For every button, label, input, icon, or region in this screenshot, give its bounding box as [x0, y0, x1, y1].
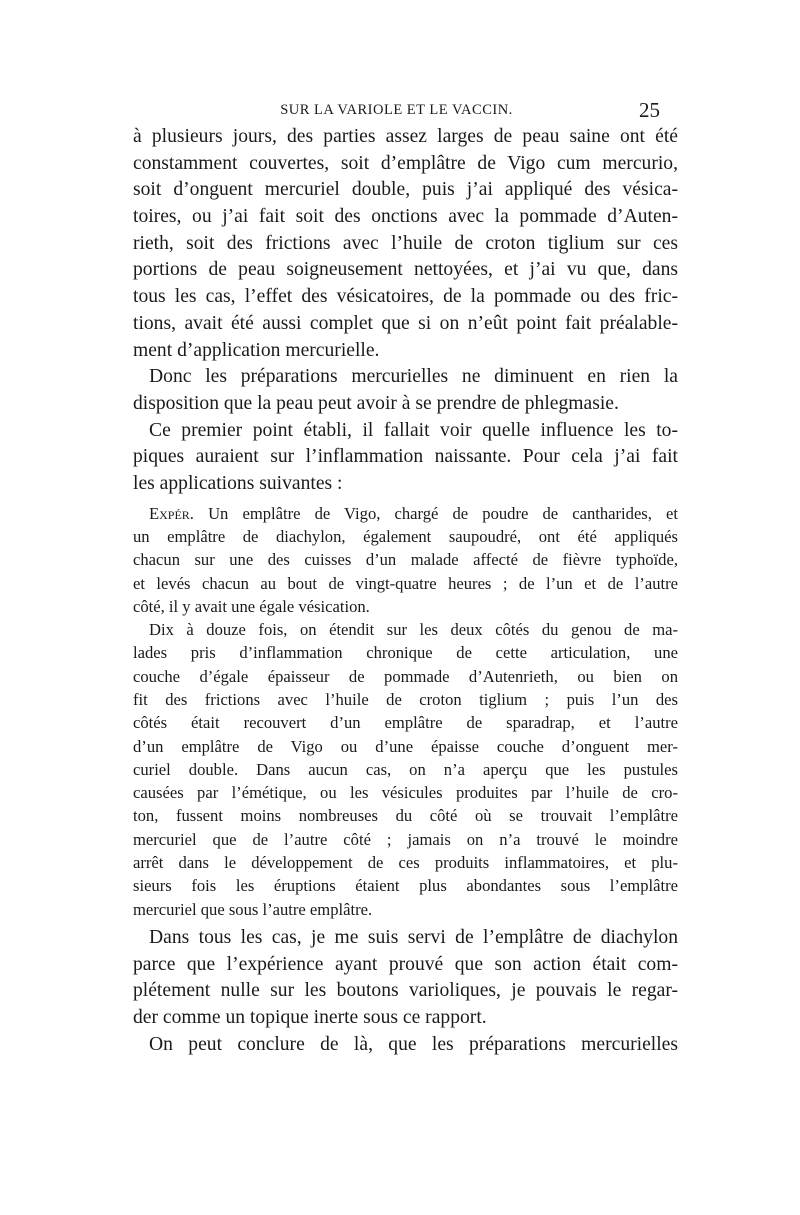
text-line: Dans tous les cas, je me suis servi de l’emplâtre de diachylon: [149, 926, 678, 948]
text-line: Donc les préparations mercurielles ne diminuent en rien la: [149, 366, 678, 388]
text-line: ment d’application mercurielle.: [133, 339, 380, 361]
text-line: der comme un topique inerte sous ce rapport.: [133, 1007, 487, 1029]
text-line: parce que l’expérience ayant prouvé que son action était com-: [133, 953, 678, 975]
text-line: On peut conclure de là, que les préparations mercurielles: [149, 1033, 678, 1055]
text-line: rieth, soit des frictions avec l’huile de croton tiglium sur ces: [133, 232, 678, 254]
paragraph-5: [133, 618, 678, 921]
paragraph-7: [133, 1032, 678, 1059]
text-line: plétement nulle sur les boutons varioliques, je pouvais le regar-: [133, 980, 678, 1002]
text-span: Un emplâtre de Vigo, chargé de poudre de cantharides, et: [193, 503, 678, 523]
text-line: sieurs fois les éruptions étaient plus abondantes sous l’emplâtre: [133, 876, 678, 896]
text-line: chacun sur une des cuisses d’un malade affecté de fièvre typhoïde,: [133, 550, 678, 570]
text-line: couche d’égale épaisseur de pommade d’Autenrieth, ou bien on: [133, 666, 678, 686]
text-line: côté, il y avait une égale vésication.: [133, 596, 370, 616]
text-line: à plusieurs jours, des parties assez larges de peau saine ont été: [133, 126, 678, 147]
text-line: disposition que la peau peut avoir à se prendre de phlegmasie.: [133, 392, 619, 414]
text-line: Dix à douze fois, on étendit sur les deux côtés du genou de ma-: [149, 620, 678, 640]
text-line: d’un emplâtre de Vigo ou d’une épaisse couche d’onguent mer-: [133, 736, 678, 756]
text-line: mercuriel que de l’autre côté ; jamais on n’a trouvé le moindre: [133, 829, 678, 849]
paragraph-2: [133, 364, 678, 417]
text-line: curiel double. Dans aucun cas, on n’a aperçu que les pustules: [133, 759, 678, 779]
text-line: fit des frictions avec l’huile de croton tiglium ; puis l’un des: [133, 690, 678, 709]
text-line: un emplâtre de diachylon, également saupoudré, ont été appliqués: [133, 526, 678, 546]
text-line: lades pris d’inflammation chronique de cette articulation, une: [133, 643, 678, 663]
page-number: 25: [639, 98, 660, 122]
text-line: côtés était recouvert d’un emplâtre de sparadrap, et l’autre: [133, 713, 678, 733]
text-line: arrêt dans le développement de ces produits inflammatoires, et plu-: [133, 853, 678, 873]
text-line: portions de peau soigneusement nettoyées, et j’ai vu que, dans: [133, 259, 678, 281]
text-line: tions, avait été aussi complet que si on n’eût point fait préalable-: [133, 312, 678, 334]
paragraph-6: [133, 925, 678, 1032]
running-title: SUR LA VARIOLE ET LE VACCIN.: [280, 102, 513, 118]
text-line: mercuriel que sous l’autre emplâtre.: [133, 899, 373, 919]
text-line: les applications suivantes :: [133, 472, 343, 494]
text-line: ton, fussent moins nombreuses du côté où se trouvait l’emplâtre: [133, 806, 678, 826]
paragraph-3: [133, 418, 678, 498]
body-text: [133, 124, 678, 1058]
text-line: soit d’onguent mercuriel double, puis j’ai appliqué des vésica-: [133, 179, 678, 201]
paragraph-1: [133, 124, 678, 364]
text-line: constamment couvertes, soit d’emplâtre de Vigo cum mercurio,: [133, 152, 678, 174]
text-line: causées par l’émétique, ou les vésicules produites par l’huile de cro-: [133, 783, 678, 803]
text-line: Ce premier point établi, il fallait voir quelle influence les to-: [149, 419, 678, 441]
text-line: [133, 502, 678, 525]
text-line: toires, ou j’ai fait soit des onctions avec la pommade d’Auten-: [133, 206, 678, 228]
text-line: piques auraient sur l’inflammation naissante. Pour cela j’ai fait: [133, 446, 678, 468]
text-line: et levés chacun au bout de vingt-quatre heures ; de l’un et de l’autre: [133, 573, 678, 593]
experiment-label: Expér.: [149, 503, 194, 523]
text-line: tous les cas, l’effet des vésicatoires, de la pommade ou des fric-: [133, 286, 678, 308]
running-header: [133, 98, 660, 122]
paragraph-experiment: [133, 502, 678, 618]
